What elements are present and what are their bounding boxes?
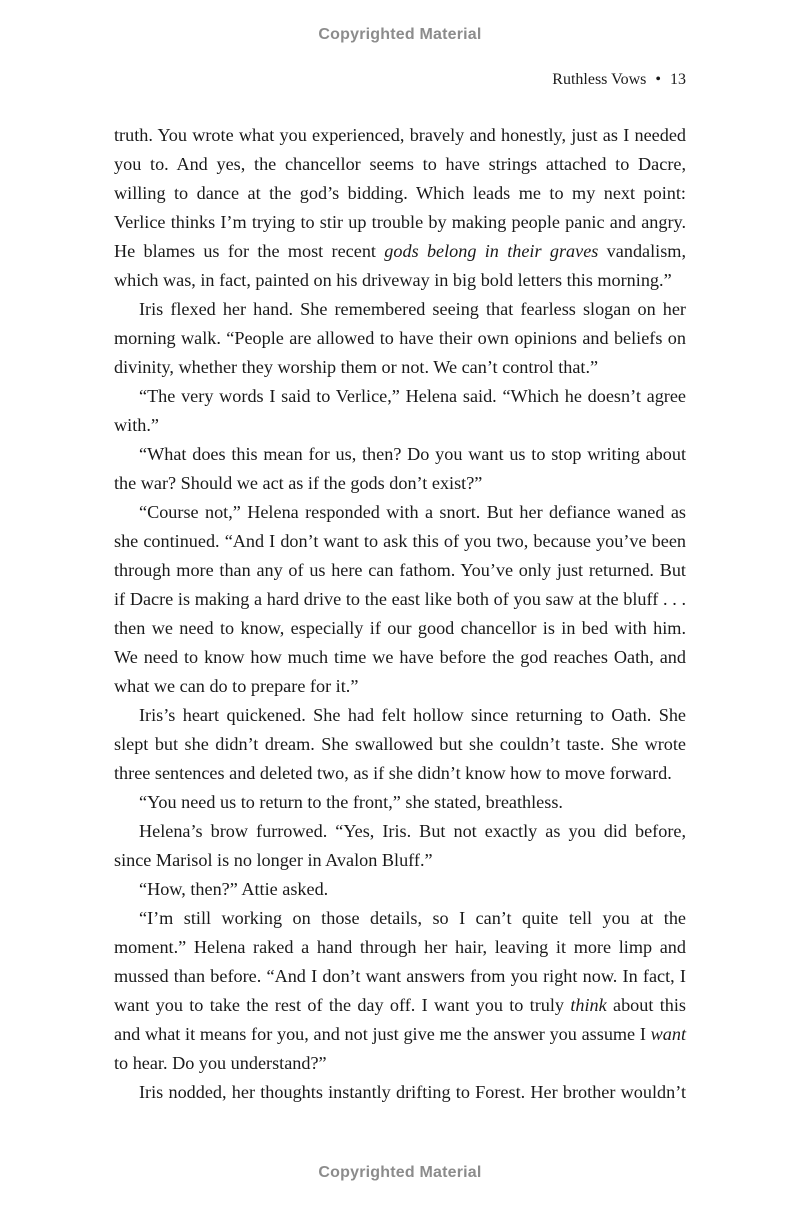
header-separator: • <box>655 71 661 88</box>
text-run: “What does this mean for us, then? Do you want us to stop writing about the war? Should we act as if the gods don’t exist?” <box>114 444 686 493</box>
paragraph <box>114 440 686 498</box>
paragraph <box>114 904 686 1078</box>
text-run: to hear. Do you understand?” <box>114 1053 327 1073</box>
text-run: vandalism, which was, in fact, painted on his driveway in big bold letters this morning.” <box>114 241 686 290</box>
text-run: Iris’s heart quickened. She had felt hollow since returning to Oath. She slept but she didn’t dream. She swallowed but she couldn’t taste. She wrote three sentences and deleted two, as if she didn’t know how to move forward. <box>114 705 686 783</box>
text-run: “How, then?” Attie asked. <box>139 879 329 899</box>
text-run: Helena’s brow furrowed. “Yes, Iris. But not exactly as you did before, since Marisol is no longer in Avalon Bluff.” <box>114 821 686 870</box>
text-run: “Course not,” Helena responded with a snort. But her defiance waned as she continued. “And I don’t want to ask this of you two, because you’ve been through more than any of us here can fathom. You’ve only just returned. But if Dacre is making a hard drive to the east like both of you saw at the bluff . . . then we need to know, especially if our good chancellor is in bed with him. We need to know how much time we have before the god reaches Oath, and what we can do to prepare for it.” <box>114 502 686 696</box>
text-run: Iris flexed her hand. She remembered seeing that fearless slogan on her morning walk. “People are allowed to have their own opinions and beliefs on divinity, whether they worship them or not. We can’t control that.” <box>114 299 686 377</box>
paragraph <box>114 817 686 875</box>
body-text <box>114 121 686 1107</box>
paragraph <box>114 1078 686 1107</box>
paragraph <box>114 701 686 788</box>
text-run: Iris nodded, her thoughts instantly drifting to Forest. Her brother wouldn’t <box>139 1082 686 1102</box>
italic-run: think <box>570 995 607 1015</box>
italic-run: gods belong in their graves <box>384 241 599 261</box>
running-head <box>552 71 686 89</box>
text-run: about this and what it means for you, and not just give me the answer you assume I <box>114 995 687 1044</box>
text-run: truth. You wrote what you experienced, bravely and honestly, just as I needed you to. And yes, the chancellor seems to have strings attached to Dacre, willing to dance at the god’s bidding. Which leads me to my next point: Verlice thinks I’m trying to stir up trouble by making people panic and angry. He blames us for the most recent <box>114 125 686 261</box>
paragraph <box>114 382 686 440</box>
book-title: Ruthless Vows <box>552 71 647 88</box>
paragraph <box>114 121 686 295</box>
text-run: “The very words I said to Verlice,” Helena said. “Which he doesn’t agree with.” <box>114 386 686 435</box>
watermark-bottom: Copyrighted Material <box>318 1164 482 1181</box>
text-run: “I’m still working on those details, so I can’t quite tell you at the moment.” Helena raked a hand through her hair, leaving it more limp and mussed than before. “And I don’t want answers from you right now. In fact, I want you to take the rest of the day off. I want you to truly <box>114 908 686 1015</box>
watermark-top: Copyrighted Material <box>318 26 482 43</box>
italic-run: want <box>650 1024 686 1044</box>
paragraph <box>114 875 686 904</box>
paragraph <box>114 788 686 817</box>
page-number: 13 <box>670 71 686 88</box>
text-run: “You need us to return to the front,” she stated, breathless. <box>139 792 563 812</box>
paragraph <box>114 498 686 701</box>
paragraph <box>114 295 686 382</box>
